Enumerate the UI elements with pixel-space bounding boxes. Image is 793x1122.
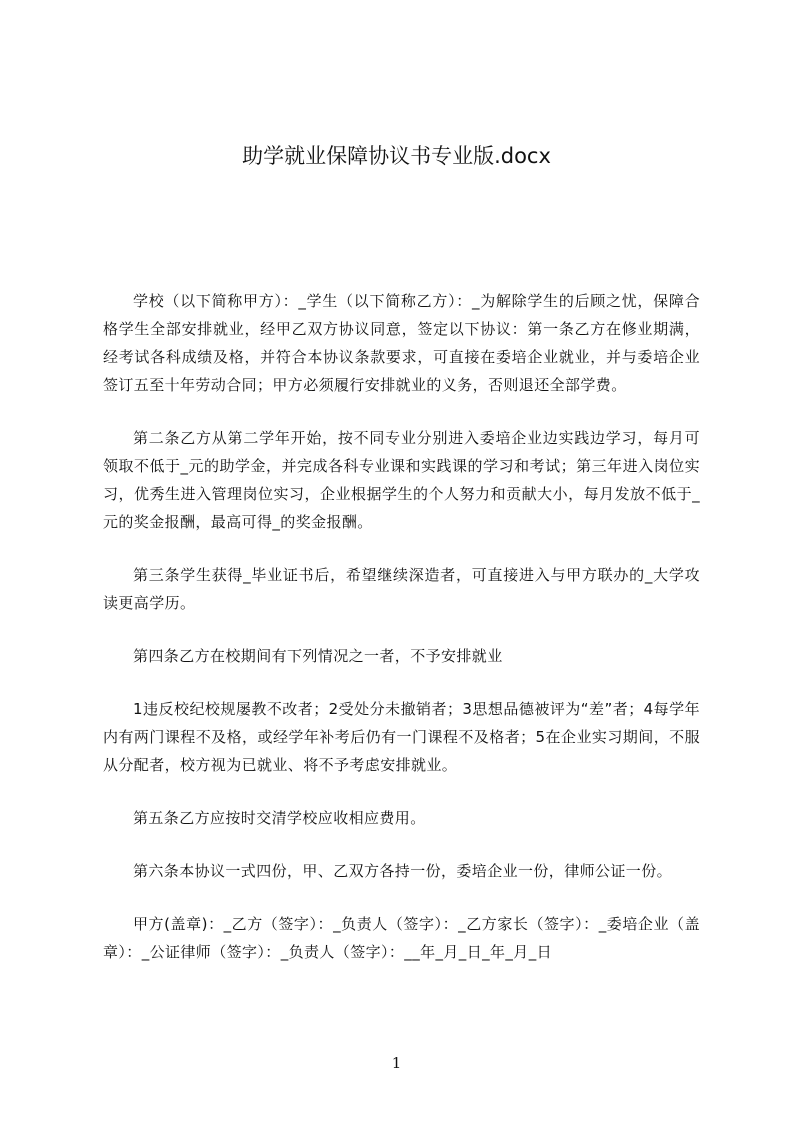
- document-body: [103, 287, 700, 991]
- paragraph-article-4-conditions: 1违反校纪校规屡教不改者；2受处分未撤销者；3思想品德被评为“差”者；4每学年内有两门课程不及格，或经学年补考后仍有一门课程不及格者；5在企业实习期间，不服从分配者，校方视为已就业、将不予考虑安排就业。: [103, 700, 700, 774]
- paragraph-article-2: 第二条乙方从第二学年开始，按不同专业分别进入委培企业边实践边学习，每月可领取不低于_元的助学金，并完成各科专业课和实践课的学习和考试；第三年进入岗位实习，优秀生进入管理岗位实习，企业根据学生的个人努力和贡献大小，每月发放不低于_元的奖金报酬，最高可得_的奖金报酬。: [103, 429, 700, 531]
- paragraph-article-3: 第三条学生获得_毕业证书后，希望继续深造者，可直接进入与甲方联办的_大学攻读更高学历。: [103, 566, 700, 612]
- paragraph-article-4: 第四条乙方在校期间有下列情况之一者，不予安排就业: [133, 647, 503, 665]
- paragraph-preamble-article-1: 学校（以下简称甲方）：_学生（以下简称乙方）：_为解除学生的后顾之忧，保障合格学生全部安排就业，经甲乙双方协议同意，签定以下协议：第一条乙方在修业期满，经考试各科成绩及格，并符合本协议条款要求，可直接在委培企业就业，并与委培企业签订五至十年劳动合同；甲方必须履行安排就业的义务，否则退还全部学费。: [103, 292, 700, 394]
- page-number: 1: [391, 1054, 402, 1072]
- paragraph-article-6: 第六条本协议一式四份，甲、乙双方各持一份，委培企业一份，律师公证一份。: [133, 862, 673, 880]
- document-title: 助学就业保障协议书专业版.docx: [242, 144, 551, 168]
- paragraph-article-5: 第五条乙方应按时交清学校应收相应费用。: [133, 809, 426, 827]
- paragraph-signatures: 甲方(盖章)：_乙方（签字）：_负责人（签字）：_乙方家长（签字）：_委培企业（盖章）：_公证律师（签字）：_负责人（签字）：__年_月_日_年_月_日: [103, 915, 700, 961]
